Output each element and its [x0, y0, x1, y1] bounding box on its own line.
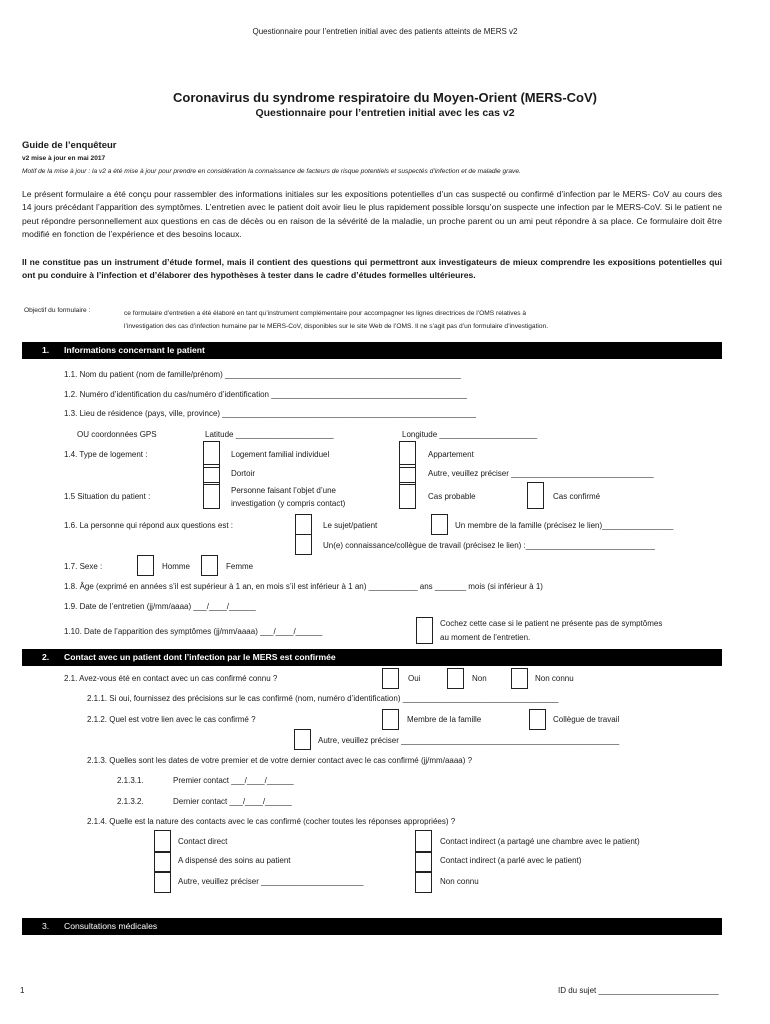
checkbox-non-connu-nature[interactable]: [415, 871, 432, 893]
q2-1-3-dates-label: 2.1.3. Quelles sont les dates de votre premier et de votre dernier contact avec le cas confirmé (jj/mm/aaaa) ?: [87, 756, 473, 765]
q2-1-3-1-number: 2.1.3.1.: [117, 776, 144, 785]
guide-motif: Motif de la mise à jour : la v2 a été mise à jour pour prendre en considération la connaissance de facteurs de risque potentiels et suspectés d’infection et de maladie grave.: [22, 168, 521, 175]
option-collegue: Collègue de travail: [553, 715, 620, 724]
option-dortoir: Dortoir: [231, 469, 256, 478]
checkbox-oui[interactable]: [382, 668, 399, 689]
no-symptoms-line-1: Cochez cette case si le patient ne présente pas de symptômes: [440, 619, 663, 628]
q2-1-3-2-number: 2.1.3.2.: [117, 797, 144, 806]
option-appartement: Appartement: [428, 450, 474, 459]
objectif-line-2: l’investigation des cas d’infection humaine par le MERS-CoV, disponibles sur le site Web de l’OMS. Il ne s’agit pas d’un formulaire d’investigation.: [124, 323, 549, 330]
q2-1-1-details[interactable]: 2.1.1. Si oui, fournissez des précisions sur le cas confirmé (nom, numéro d’identification) ___________________________________: [87, 694, 559, 703]
gps-label: OU coordonnées GPS: [77, 430, 157, 439]
page-subtitle: Questionnaire pour l’entretien initial avec les cas v2: [255, 107, 515, 119]
premier-contact-date[interactable]: Premier contact ___/____/______: [173, 776, 294, 785]
option-cas-probable: Cas probable: [428, 492, 476, 501]
checkbox-no-symptoms[interactable]: [416, 617, 433, 644]
objectif-label: Objectif du formulaire :: [24, 307, 91, 314]
option-cas-confirme: Cas confirmé: [553, 492, 601, 501]
q1-9-interview-date[interactable]: 1.9. Date de l’entretien (jj/mm/aaaa) ___/____/______: [64, 602, 256, 611]
section-1-title: Informations concernant le patient: [64, 345, 205, 355]
option-connaissance[interactable]: Un(e) connaissance/collègue de travail (précisez le lien) :_____________________________: [323, 541, 655, 550]
option-membre: Membre de la famille: [407, 715, 482, 724]
q1-2-case-id[interactable]: 1.2. Numéro d’identification du cas/numéro d’identification ____________________________________________: [64, 390, 467, 399]
checkbox-autre-nature[interactable]: [154, 871, 171, 893]
intro-paragraph: Le présent formulaire a été conçu pour rassembler des informations initiales sur les expositions potentielles d’un cas suspecté ou confirmé d’infection par le MERS- CoV au cours des 14 jours précédant l’apparition des symptômes. L’entretien avec le patient doit avoir lieu le plus rapidement possible lorsqu’on suspecte une infection par le MERS-CoV. Si le patient ne peut répondre personnellement aux questions en cas de décès ou en raison de la sévérité de la maladie, un proche parent ou un ami peut répondre à sa place. Ce formulaire doit être modifié en fonction de l’expérience et des besoins locaux.: [22, 189, 722, 240]
section-2-header: [22, 649, 722, 666]
checkbox-cas-confirme[interactable]: [527, 482, 544, 509]
option-non-connu-nature: Non connu: [440, 877, 479, 886]
checkbox-connaissance[interactable]: [295, 534, 312, 555]
checkbox-non-connu[interactable]: [511, 668, 528, 689]
section-3-title: Consultations médicales: [64, 921, 158, 931]
checkbox-collegue[interactable]: [529, 709, 546, 730]
option-oui: Oui: [408, 674, 421, 683]
objectif-line-1: ce formulaire d’entretien a été élaboré en tant qu’instrument complémentaire pour accompagner les lignes directrices de l’OMS relatives à: [124, 310, 527, 317]
section-2-number: 2.: [42, 652, 50, 662]
option-membre-famille[interactable]: Un membre de la famille (précisez le lien)________________: [455, 521, 674, 530]
q2-1-4-nature-label: 2.1.4. Quelle est la nature des contacts avec le cas confirmé (cocher toutes les réponses appropriées) ?: [87, 817, 456, 826]
guide-heading: Guide de l’enquêteur: [22, 140, 117, 151]
checkbox-membre[interactable]: [382, 709, 399, 730]
section-3-number: 3.: [42, 921, 50, 931]
no-symptoms-line-2: au moment de l’entretien.: [440, 633, 531, 642]
checkbox-contact-direct[interactable]: [154, 830, 171, 853]
dernier-contact-date[interactable]: Dernier contact ___/____/______: [173, 797, 292, 806]
option-non-connu: Non connu: [535, 674, 574, 683]
q1-7-sex-label: 1.7. Sexe :: [64, 562, 103, 571]
checkbox-sujet-patient[interactable]: [295, 514, 312, 535]
checkbox-autre-lien[interactable]: [294, 729, 311, 750]
option-contact-indirect-chambre: Contact indirect (a partagé une chambre avec le patient): [440, 837, 640, 846]
q1-1-patient-name[interactable]: 1.1. Nom du patient (nom de famille/prénom) _____________________________________________________: [64, 370, 461, 379]
q2-1-contact-label: 2.1. Avez-vous été en contact avec un cas confirmé connu ?: [64, 674, 278, 683]
subject-id-field[interactable]: ID du sujet ___________________________: [558, 986, 719, 995]
checkbox-cas-probable[interactable]: [399, 482, 416, 509]
option-contact-indirect-parle: Contact indirect (a parlé avec le patient): [440, 856, 582, 865]
q1-10-onset-date[interactable]: 1.10. Date de l’apparition des symptômes (jj/mm/aaaa) ___/____/______: [64, 627, 323, 636]
option-logement-familial: Logement familial individuel: [231, 450, 330, 459]
section-1-number: 1.: [42, 345, 50, 355]
checkbox-femme[interactable]: [201, 555, 218, 576]
checkbox-soins[interactable]: [154, 851, 171, 873]
section-2-title: Contact avec un patient dont l’infection par le MERS est confirmée: [64, 652, 336, 662]
option-sujet-patient: Le sujet/patient: [323, 521, 378, 530]
checkbox-homme[interactable]: [137, 555, 154, 576]
section-3-header: [22, 918, 722, 935]
option-personne-objet-1: Personne faisant l’objet d’une: [231, 486, 336, 495]
checkbox-personne-objet[interactable]: [203, 482, 220, 509]
option-contact-direct: Contact direct: [178, 837, 228, 846]
note-paragraph: Il ne constitue pas un instrument d’étude formel, mais il contient des questions qui permettront aux investigateurs de mieux comprendre les expositions potentielles qui ont pu conduire à l’infection et d’élaborer des hypothèses à tester dans le cadre d’études formelles ultérieures.: [22, 257, 722, 281]
latitude-field[interactable]: Latitude ______________________: [205, 430, 334, 439]
running-header: Questionnaire pour l’entretien initial avec des patients atteints de MERS v2: [252, 27, 518, 36]
option-non: Non: [472, 674, 487, 683]
q1-6-respondent-label: 1.6. La personne qui répond aux questions est :: [64, 521, 234, 530]
page-number: 1: [20, 986, 25, 995]
checkbox-contact-indirect-parle[interactable]: [415, 851, 432, 873]
option-autre-logement[interactable]: Autre, veuillez préciser ________________________________: [428, 469, 654, 478]
checkbox-non[interactable]: [447, 668, 464, 689]
q1-5-status-label: 1.5 Situation du patient :: [64, 492, 151, 501]
q1-4-housing-label: 1.4. Type de logement :: [64, 450, 148, 459]
q2-1-2-relation-label: 2.1.2. Quel est votre lien avec le cas confirmé ?: [87, 715, 256, 724]
q1-8-age[interactable]: 1.8. Âge (exprimé en années s’il est supérieur à 1 an, en mois s’il est inférieur à 1 an) ___________ ans _______ mois (si inférieur à 1): [64, 582, 543, 591]
page-title: Coronavirus du syndrome respiratoire du Moyen-Orient (MERS-CoV): [173, 90, 597, 105]
option-homme: Homme: [162, 562, 191, 571]
option-personne-objet-2: investigation (y compris contact): [231, 499, 346, 508]
checkbox-contact-indirect-chambre[interactable]: [415, 830, 432, 853]
option-autre-lien[interactable]: Autre, veuillez préciser _________________________________________________: [318, 736, 620, 745]
guide-version: v2 mise à jour en mai 2017: [22, 155, 106, 162]
q1-3-residence[interactable]: 1.3. Lieu de résidence (pays, ville, province) _________________________________________________________: [64, 409, 476, 418]
longitude-field[interactable]: Longitude ______________________: [402, 430, 538, 439]
section-1-header: [22, 342, 722, 359]
option-femme: Femme: [226, 562, 254, 571]
option-soins: A dispensé des soins au patient: [178, 856, 291, 865]
option-autre-nature[interactable]: Autre, veuillez préciser _______________________: [178, 877, 364, 886]
checkbox-membre-famille[interactable]: [431, 514, 448, 535]
